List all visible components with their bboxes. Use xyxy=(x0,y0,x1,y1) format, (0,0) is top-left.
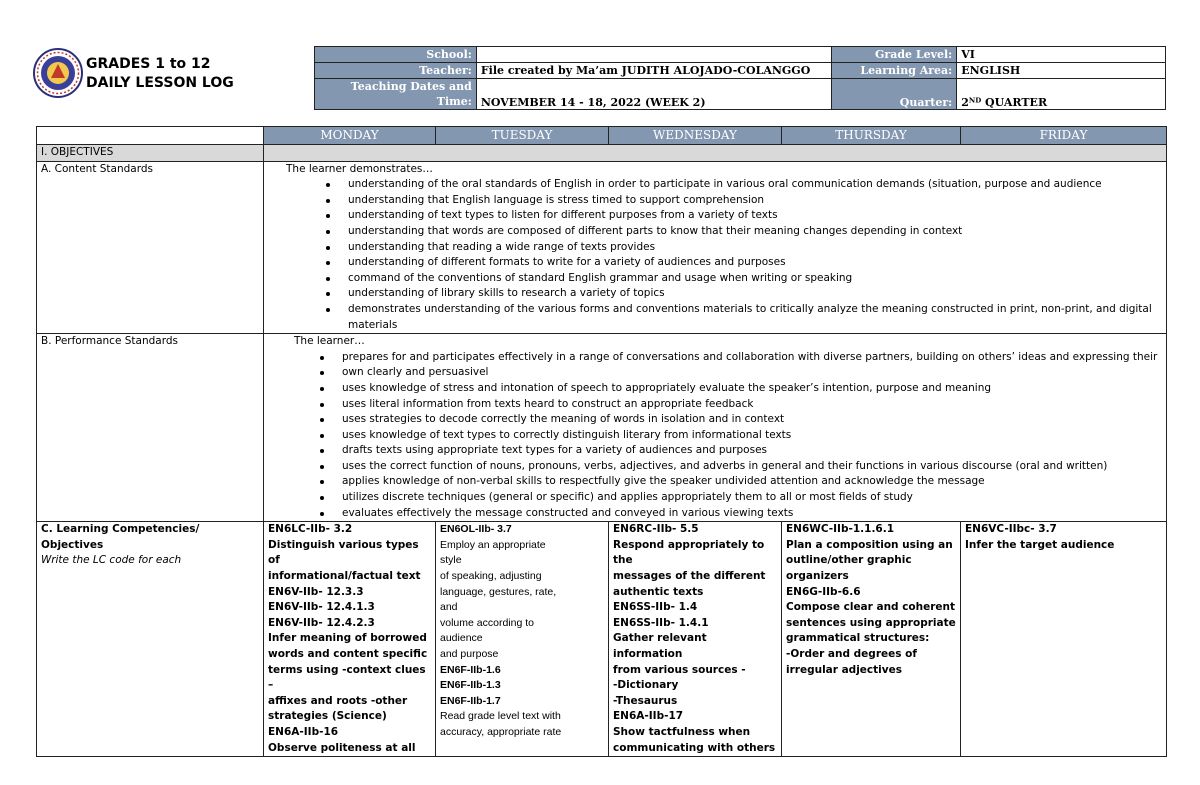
performance-standard-text: uses literal information from texts heard to construct an appropriate feedback xyxy=(342,397,754,410)
thursday-line: -Order and degrees of xyxy=(786,648,917,660)
content-standard-item xyxy=(348,271,1162,287)
header-info-table xyxy=(314,46,1166,110)
content-standards-cell xyxy=(264,161,1167,334)
days-header-blank xyxy=(37,127,264,145)
monday-line: Distinguish various types of xyxy=(268,538,419,567)
thursday-line: Compose clear and coherent xyxy=(786,601,956,614)
bullet-icon xyxy=(320,465,324,469)
friday-competencies xyxy=(961,522,1167,757)
wednesday-line: authentic texts xyxy=(613,585,704,598)
performance-standard-item xyxy=(342,350,1162,366)
learning-area-label: Learning Area: xyxy=(832,63,957,79)
grade-level-value: VI xyxy=(957,47,1166,63)
school-label: School: xyxy=(315,47,477,63)
teacher-value: File created by Ma’am JUDITH ALOJADO-COLANGGO xyxy=(476,63,832,79)
grade-level-label: Grade Level: xyxy=(832,47,957,63)
wednesday-line: -Thesaurus xyxy=(613,694,678,707)
friday-line: Infer the target audience xyxy=(965,538,1115,551)
tuesday-line: volume according to xyxy=(440,616,534,629)
performance-standard-item xyxy=(342,459,1162,475)
wednesday-line: messages of the different xyxy=(613,570,766,583)
quarter-value: 2ᴺᴰ QUARTER xyxy=(957,79,1166,110)
objectives-heading-fill xyxy=(264,145,1167,162)
content-standards-list xyxy=(286,177,1162,333)
content-standard-item xyxy=(348,240,1162,256)
performance-standard-item xyxy=(342,365,1162,381)
performance-standard-text: utilizes discrete techniques (general or specific) and applies appropriately them to all or most fields of study xyxy=(342,491,913,504)
monday-line: EN6LC-IIb- 3.2 xyxy=(268,523,353,536)
performance-standards-cell xyxy=(264,334,1167,522)
content-standard-text: understanding that English language is stress timed to support comprehension xyxy=(348,193,765,206)
bullet-icon xyxy=(326,183,330,187)
wednesday-line: EN6RC-IIb- 5.5 xyxy=(613,523,699,536)
objectives-heading: I. OBJECTIVES xyxy=(37,145,264,162)
monday-line: EN6V-IIb- 12.3.3 xyxy=(268,585,364,598)
bullet-icon xyxy=(320,371,324,375)
monday-line: EN6A-IIb-16 xyxy=(268,725,339,738)
wednesday-line: Gather relevant information xyxy=(613,632,707,660)
thursday-line: EN6WC-IIb-1.1.6.1 xyxy=(786,523,895,536)
wednesday-line: Respond appropriately to the xyxy=(613,538,765,567)
performance-standard-text: uses the correct function of nouns, pronouns, verbs, adjectives, and adverbs in general and their functions in various discourse (oral and written) xyxy=(342,459,1108,472)
learning-area-value: ENGLISH xyxy=(957,63,1166,79)
tuesday-line: Employ an appropriate xyxy=(440,538,546,551)
title-line-1: GRADES 1 to 12 xyxy=(86,56,211,72)
performance-standard-text: prepares for and participates effectively in a range of conversations and collaboration with diverse partners, building on others’ ideas and expressing their xyxy=(342,350,1158,363)
quarter-label: Quarter: xyxy=(832,79,957,110)
performance-standard-item xyxy=(342,443,1162,459)
content-standard-item xyxy=(348,255,1162,271)
tuesday-line: Read grade level text with xyxy=(440,710,561,723)
bullet-icon xyxy=(320,418,324,422)
bullet-icon xyxy=(326,308,330,312)
thursday-line: irregular adjectives xyxy=(786,663,902,676)
tuesday-line: of speaking, adjusting xyxy=(440,570,542,583)
bullet-icon xyxy=(326,261,330,265)
content-standard-item xyxy=(348,177,1162,193)
monday-line: EN6V-IIb- 12.4.2.3 xyxy=(268,616,375,629)
wednesday-line: EN6A-IIb-17 xyxy=(613,710,684,723)
performance-standards-label: B. Performance Standards xyxy=(37,334,264,522)
performance-standard-text: evaluates effectively the message constructed and conveyed in various viewing texts xyxy=(342,506,794,519)
bullet-icon xyxy=(326,214,330,218)
wednesday-line: communicating with others xyxy=(613,741,776,754)
day-header-thursday: THURSDAY xyxy=(782,127,961,145)
tuesday-line: and purpose xyxy=(440,648,499,660)
title-line-2: DAILY LESSON LOG xyxy=(86,75,234,91)
bullet-icon xyxy=(320,449,324,453)
school-value xyxy=(476,47,832,63)
performance-standards-intro: The learner… xyxy=(294,335,365,348)
tuesday-line: audience xyxy=(440,632,483,645)
competencies-sub: Write the LC code for each xyxy=(41,554,182,567)
day-header-monday: MONDAY xyxy=(264,127,436,145)
day-header-friday: FRIDAY xyxy=(961,127,1167,145)
bullet-icon xyxy=(320,434,324,438)
thursday-line: sentences using appropriate xyxy=(786,616,956,629)
performance-standard-item xyxy=(342,428,1162,444)
wednesday-line: Show tactfulness when xyxy=(613,725,751,738)
bullet-icon xyxy=(320,480,324,484)
bullet-icon xyxy=(326,246,330,250)
bullet-icon xyxy=(320,496,324,500)
wednesday-line: from various sources - xyxy=(613,663,746,676)
wednesday-line: EN6SS-IIb- 1.4.1 xyxy=(613,616,709,629)
performance-standard-text: uses knowledge of stress and intonation of speech to appropriately evaluate the speaker’s intention, purpose and meaning xyxy=(342,381,992,394)
tuesday-line: style xyxy=(440,554,462,567)
content-standards-intro: The learner demonstrates… xyxy=(286,162,433,175)
thursday-line: organizers xyxy=(786,570,849,583)
day-header-tuesday: TUESDAY xyxy=(436,127,609,145)
wednesday-competencies xyxy=(609,522,782,757)
performance-standard-text: drafts texts using appropriate text types for a variety of audiences and purposes xyxy=(342,444,767,457)
performance-standard-item xyxy=(342,474,1162,490)
monday-line: informational/factual text xyxy=(268,570,421,583)
tuesday-line: and xyxy=(440,601,458,614)
performance-standard-item xyxy=(342,381,1162,397)
thursday-line: Plan a composition using an xyxy=(786,538,953,551)
thursday-line: outline/other graphic xyxy=(786,554,912,567)
performance-standard-text: uses strategies to decode correctly the meaning of words in isolation and in context xyxy=(342,413,785,426)
content-standard-text: understanding of library skills to research a variety of topics xyxy=(348,287,665,300)
lesson-log-table xyxy=(36,126,1167,757)
tuesday-line: EN6F-IIb-1.6 xyxy=(440,663,501,676)
bullet-icon xyxy=(320,512,324,516)
competencies-label-cell xyxy=(37,522,264,757)
tuesday-line: accuracy, appropriate rate xyxy=(440,725,562,738)
wednesday-line: -Dictionary xyxy=(613,679,679,692)
teaching-dates-value: NOVEMBER 14 - 18, 2022 (WEEK 2) xyxy=(476,79,832,110)
performance-standard-text: uses knowledge of text types to correctly distinguish literary from informational texts xyxy=(342,428,792,441)
performance-standard-item xyxy=(342,412,1162,428)
performance-standards-list xyxy=(294,350,1162,522)
content-standard-item xyxy=(348,302,1162,333)
deped-seal-logo xyxy=(33,48,83,98)
tuesday-line: EN6F-IIb-1.3 xyxy=(440,679,501,692)
wednesday-line: EN6SS-IIb- 1.4 xyxy=(613,601,698,614)
monday-line: Observe politeness at all xyxy=(268,741,416,754)
thursday-line: EN6G-IIb-6.6 xyxy=(786,585,861,598)
day-header-wednesday: WEDNESDAY xyxy=(609,127,782,145)
performance-standard-text: own clearly and persuasivel xyxy=(342,366,489,379)
content-standard-text: command of the conventions of standard English grammar and usage when writing or speaking xyxy=(348,271,853,284)
bullet-icon xyxy=(326,230,330,234)
monday-line: affixes and roots -other xyxy=(268,694,408,707)
performance-standard-text: applies knowledge of non-verbal skills to respectfully give the speaker undivided attention and acknowledge the message xyxy=(342,475,985,488)
teaching-dates-label xyxy=(315,79,477,110)
monday-line: words and content specific xyxy=(268,648,428,660)
content-standard-item xyxy=(348,193,1162,209)
performance-standard-item xyxy=(342,397,1162,413)
content-standard-item xyxy=(348,208,1162,224)
tuesday-line: EN6F-IIb-1.7 xyxy=(440,694,501,707)
performance-standard-item xyxy=(342,506,1162,522)
bullet-icon xyxy=(326,277,330,281)
friday-line: EN6VC-IIbc- 3.7 xyxy=(965,523,1057,536)
tuesday-line: language, gestures, rate, xyxy=(440,585,557,598)
content-standards-label: A. Content Standards xyxy=(37,161,264,334)
content-standard-text: understanding that reading a wide range of texts provides xyxy=(348,240,656,253)
content-standard-item xyxy=(348,286,1162,302)
content-standard-text: understanding of different formats to write for a variety of audiences and purposes xyxy=(348,256,786,269)
monday-competencies xyxy=(264,522,436,757)
teacher-label: Teacher: xyxy=(315,63,477,79)
monday-line: terms using -context clues – xyxy=(268,663,426,692)
content-standard-text: understanding of the oral standards of English in order to participate in various oral communication demands (situation, purpose and audience xyxy=(348,178,1102,191)
performance-standard-item xyxy=(342,490,1162,506)
thursday-line: grammatical structures: xyxy=(786,632,930,645)
tuesday-competencies xyxy=(436,522,609,757)
content-standard-item xyxy=(348,224,1162,240)
competencies-label: C. Learning Competencies/ Objectives xyxy=(41,523,200,551)
content-standard-text: understanding that words are composed of different parts to know that their meaning changes depending in context xyxy=(348,224,963,237)
bullet-icon xyxy=(320,387,324,391)
tuesday-line: EN6OL-IIb- 3.7 xyxy=(440,523,512,536)
monday-line: strategies (Science) xyxy=(268,710,387,723)
bullet-icon xyxy=(326,292,330,296)
content-standard-text: demonstrates understanding of the various forms and conventions materials to critically analyze the meaning constructed in print, non-print, and digital materials xyxy=(348,302,1152,331)
bullet-icon xyxy=(326,199,330,203)
bullet-icon xyxy=(320,356,324,360)
bullet-icon xyxy=(320,403,324,407)
monday-line: Infer meaning of borrowed xyxy=(268,632,427,645)
content-standard-text: understanding of text types to listen for different purposes from a variety of texts xyxy=(348,209,778,222)
thursday-competencies xyxy=(782,522,961,757)
teaching-dates-label-line1: Teaching Dates and xyxy=(350,80,472,93)
monday-line: EN6V-IIb- 12.4.1.3 xyxy=(268,601,375,614)
teaching-dates-label-line2: Time: xyxy=(436,95,472,108)
